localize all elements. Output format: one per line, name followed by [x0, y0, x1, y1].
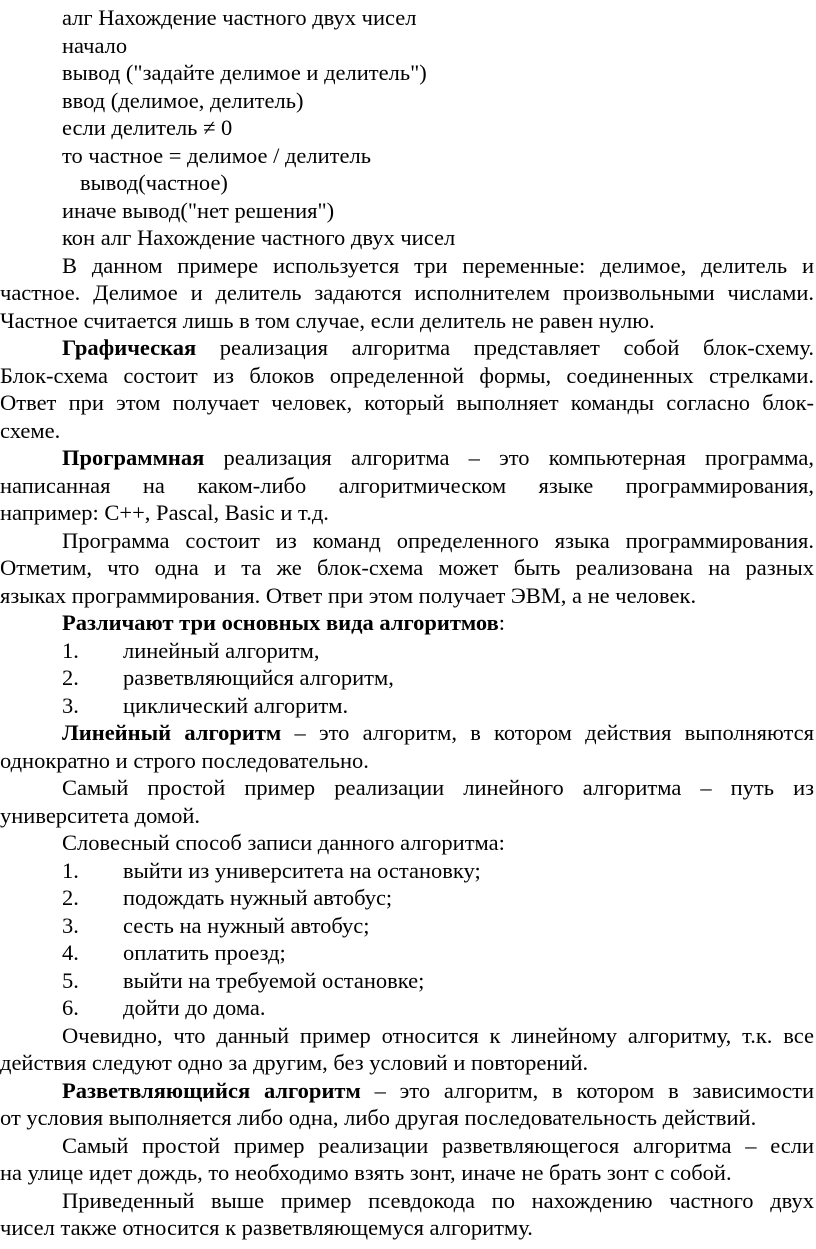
paragraph-line: Ответ при этом получает человек, который выполняет команды согласно блок-: [0, 390, 814, 415]
paragraph-line: университета домой.: [0, 803, 201, 828]
types-heading: Различают три основных вида алгоритмов: [62, 610, 499, 635]
paragraph-line: В данном примере используется три переменные: делимое, делитель и: [62, 253, 814, 278]
list-number: 1.: [62, 638, 79, 663]
list-text: линейный алгоритм,: [123, 638, 320, 663]
paragraph-line: Самый простой пример реализации разветвляющегося алгоритма – если: [62, 1133, 814, 1158]
list-item: [0, 636, 814, 665]
list-number: 2.: [62, 885, 79, 910]
list-text: оплатить проезд;: [123, 940, 286, 965]
list-item: [0, 911, 814, 940]
bold-term: Программная: [62, 445, 205, 470]
pseudocode-line: вывод ("задайте делимое и делитель"): [62, 60, 427, 85]
list-item: [0, 856, 814, 885]
list-text: циклический алгоритм.: [123, 693, 349, 718]
pseudocode-line: вывод(частное): [80, 170, 228, 195]
bold-term: Разветвляющийся алгоритм: [62, 1078, 361, 1103]
types-heading-line: [0, 608, 814, 637]
paragraph-text: – это алгоритм, в котором действия выполняются: [281, 720, 814, 745]
pseudocode-line: иначе вывод("нет решения"): [62, 198, 335, 223]
paragraph-line: Приведенный выше пример псевдокода по нахождению частного двух: [62, 1188, 814, 1213]
list-text: выйти на требуемой остановке;: [123, 968, 425, 993]
list-number: 5.: [62, 968, 79, 993]
paragraph-line: частное. Делимое и делитель задаются исполнителем произвольными числами.: [0, 280, 814, 305]
list-text: разветвляющийся алгоритм,: [123, 665, 394, 690]
pseudocode-line: алг Нахождение частного двух чисел: [62, 5, 417, 30]
pseudocode-line: то частное = делимое / делитель: [62, 143, 371, 168]
pseudocode-line: кон алг Нахождение частного двух чисел: [62, 225, 456, 250]
paragraph-line: Словесный способ записи данного алгоритма:: [62, 830, 505, 855]
list-number: 4.: [62, 940, 79, 965]
paragraph-line: чисел также относится к разветвляющемуся алгоритму.: [0, 1215, 533, 1240]
paragraph-line: [0, 443, 814, 472]
paragraph-text: реализация алгоритма – это компьютерная программа,: [204, 445, 814, 470]
paragraph-line: Очевидно, что данный пример относится к линейному алгоритму, т.к. все: [62, 1023, 814, 1048]
list-text: дойти до дома.: [123, 995, 266, 1020]
list-number: 3.: [62, 693, 79, 718]
paragraph-line: Блок-схема состоит из блоков определенной формы, соединенных стрелками.: [0, 363, 814, 388]
paragraph-text: – это алгоритм, в котором в зависимости: [360, 1078, 814, 1103]
paragraph-text: реализация алгоритма представляет собой блок-схему.: [196, 335, 814, 360]
list-number: 2.: [62, 665, 79, 690]
list-text: выйти из университета на остановку;: [123, 858, 481, 883]
list-item: [0, 966, 814, 995]
bold-term: Линейный алгоритм: [62, 720, 282, 745]
paragraph-line: от условия выполняется либо одна, либо другая последовательность действий.: [0, 1105, 757, 1130]
pseudocode-line: если делитель ≠ 0: [62, 115, 233, 140]
paragraph-line: действия следуют одно за другим, без условий и повторений.: [0, 1050, 589, 1075]
bold-term: Графическая: [62, 335, 197, 360]
list-number: 6.: [62, 995, 79, 1020]
paragraph-line: на улице идет дождь, то необходимо взять зонт, иначе не брать зонт с собой.: [0, 1160, 732, 1185]
paragraph-line: [0, 718, 814, 747]
list-item: [0, 691, 814, 720]
paragraph-line: Самый простой пример реализации линейного алгоритма – путь из: [62, 775, 814, 800]
paragraph-line: схеме.: [0, 418, 61, 443]
paragraph-line: Частное считается лишь в том случае, если делитель не равен нулю.: [0, 308, 655, 333]
paragraph-line: написанная на каком-либо алгоритмическом языке программирования,: [0, 473, 814, 498]
paragraph-line: Программа состоит из команд определенного языка программирования.: [62, 528, 814, 553]
list-number: 1.: [62, 858, 79, 883]
list-item: [0, 993, 814, 1022]
heading-colon: :: [498, 610, 506, 635]
list-item: [0, 938, 814, 967]
list-text: подождать нужный автобус;: [123, 885, 393, 910]
paragraph-line: языках программирования. Ответ при этом получает ЭВМ, а не человек.: [0, 583, 697, 608]
list-item: [0, 663, 814, 692]
paragraph-line: [0, 333, 814, 362]
pseudocode-line: начало: [62, 33, 128, 58]
paragraph-line: [0, 1076, 814, 1105]
paragraph-line: Отметим, что одна и та же блок-схема может быть реализована на разных: [0, 555, 814, 580]
list-item: [0, 883, 814, 912]
list-number: 3.: [62, 913, 79, 938]
list-text: сесть на нужный автобус;: [123, 913, 370, 938]
paragraph-line: например: C++, Pascal, Basic и т.д.: [0, 500, 329, 525]
pseudocode-line: ввод (делимое, делитель): [62, 88, 304, 113]
paragraph-line: однократно и строго последовательно.: [0, 748, 369, 773]
